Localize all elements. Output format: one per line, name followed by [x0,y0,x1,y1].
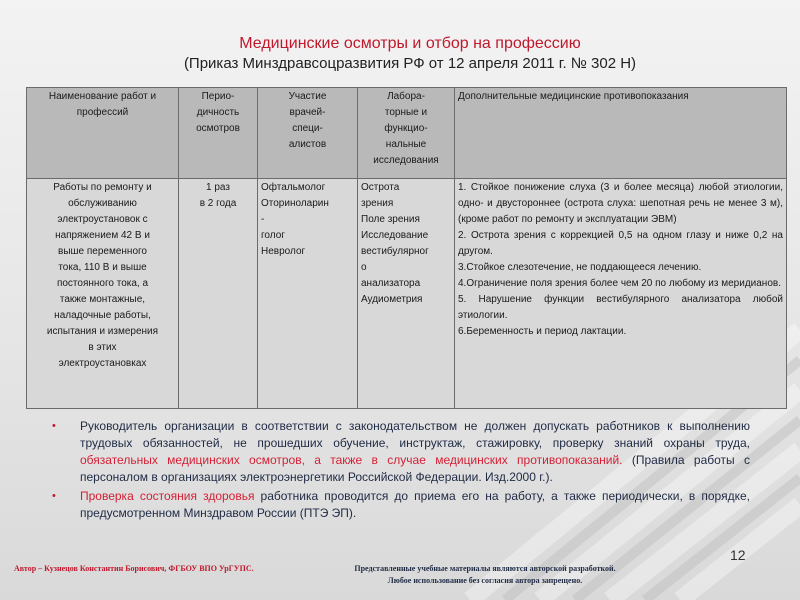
header-text: специ- [292,123,323,134]
footer-notice [270,563,700,587]
bullet-list [52,418,750,524]
bullet-highlight: Проверка состояния здоровья [80,489,255,503]
cell-text: наладочные работы, [54,310,151,321]
cell-text: испытания и измерения [46,326,159,337]
cell-text: также монтажные, [59,294,146,305]
header-text: исследования [373,155,439,166]
cell-text: постоянного тока, а [56,278,149,289]
bullet-icon: • [52,490,56,502]
slide-subtitle: (Приказ Минздравсоцразвития РФ от 12 апреля 2011 г. № 302 Н) [183,55,637,72]
cell-work [27,179,179,409]
bullet-text: Руководитель организации в соответствии с законодательством не должен допускать работников к выполнению трудовых обязанностей, не прошедших обучение, инструктаж, стажировку, проверку знаний охраны труда, [80,419,750,450]
slide-title: Медицинские осмотры и отбор на профессию [239,35,581,52]
medical-table [26,87,787,409]
contraindication-item: 3.Стойкое слезотечение, не поддающееся лечению. [458,262,702,273]
cell-labs [358,179,455,409]
cell-text: Офтальмолог [261,182,326,193]
page-number: 12 [730,547,746,563]
header-text: функцио- [384,123,428,134]
header-cell-labs [358,88,455,179]
contraindication-item: 6.Беременность и период лактации. [458,326,627,337]
cell-text: Исследование [361,230,429,241]
cell-text: анализатора [361,278,421,289]
header-text: дичность [196,107,240,118]
header-text: Дополнительные медицинские противопоказания [458,91,689,102]
cell-period [179,179,258,409]
cell-text: Острота [361,182,400,193]
cell-text: Невролог [261,246,306,257]
cell-text: зрения [361,198,394,209]
slide-title-block [0,34,800,74]
header-cell-contraindications [455,88,787,179]
cell-text: вестибулярног [361,246,429,257]
header-text: осмотров [196,123,240,134]
header-text: Наименование работ и [48,91,157,102]
cell-text: Аудиометрия [361,294,423,305]
cell-text: электроустановок с [57,214,148,225]
cell-contraindications [455,179,787,409]
contraindication-item: 5. Нарушение функции вестибулярного анализатора любой этиологии. [458,294,783,321]
footer-notice-line: Представленные учебные материалы являются авторской разработкой. [354,564,616,573]
contraindication-item: 2. Острота зрения с коррекцией 0,5 на одном глазу и ниже 0,2 на другом. [458,230,783,257]
bullet-item [52,488,750,522]
header-text: торные и [384,107,428,118]
header-text: нальные [385,139,427,150]
cell-text: в этих [88,342,117,353]
cell-text: напряжением 42 В и [55,230,150,241]
cell-text: выше переменного [58,246,147,257]
header-text: врачей- [289,107,326,118]
bullet-icon: • [52,420,56,432]
cell-text: Работы по ремонту и [53,182,152,193]
cell-text: Оториноларин [261,198,329,209]
cell-text: в 2 года [199,198,237,209]
cell-text: тока, 110 В и выше [58,262,147,273]
cell-text: электроустановках [58,358,147,369]
cell-text: о [361,262,367,273]
header-text: Участие [288,91,327,102]
bullet-item [52,418,750,486]
cell-text: Поле зрения [361,214,420,225]
header-text: профессий [76,107,129,118]
cell-text: обслуживанию [68,198,137,209]
bullet-text: работника проводится до приема его на работу, а также периодически, в порядке, предусмотренном Минздравом России (ПТЭ ЭП). [80,489,750,520]
header-cell-doctors [258,88,358,179]
contraindication-item: 1. Стойкое понижение слуха (3 и более месяца) любой этиологии, одно- и двустороннее (острота слуха: шепотная речь не менее 3 м), (кроме работ по ремонту и эксплуатации ЭВМ) [458,182,783,225]
cell-text: - [261,214,265,225]
header-text: Перио- [201,91,235,102]
contraindication-item: 4.Ограничение поля зрения более чем 20 по любому из меридианов. [458,278,781,289]
bullet-highlight: обязательных медицинских осмотров, а также в случае медицинских противопоказаний. [80,453,623,467]
table-header-row [27,88,787,179]
table-row [27,179,787,409]
footer-author: Автор – Кузнецов Константин Борисович, ФГБОУ ВПО УрГУПС. [14,564,254,573]
cell-doctors [258,179,358,409]
header-text: Лабора- [387,91,425,102]
header-cell-period [179,88,258,179]
cell-text: голог [261,230,285,241]
bullet-text: (Правила работы с персоналом в организациях электроэнергетики Российской Федерации. Изд.2000 г.). [80,453,750,484]
cell-text: 1 раз [206,182,230,193]
header-cell-work [27,88,179,179]
header-text: алистов [288,139,327,150]
footer-notice-line: Любое использование без согласия автора запрещено. [387,576,583,585]
